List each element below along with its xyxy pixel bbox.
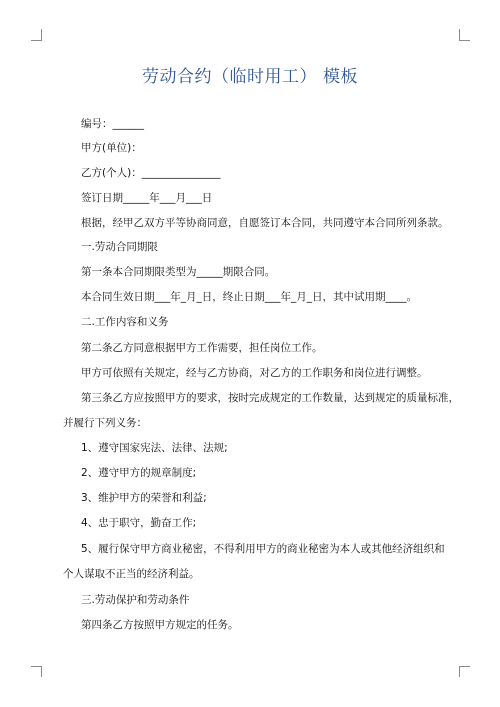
section-heading-protection: 三.劳动保护和劳动条件 [81, 594, 190, 606]
crop-mark-bottom-right-v [459, 666, 460, 677]
obligation-item-2: 2、遵守甲方的规章制度; [81, 467, 197, 479]
contract-number-line: 编号：______ [81, 118, 144, 130]
section-heading-term: 一.劳动合同期限 [81, 241, 158, 253]
obligation-item-4: 4、忠于职守，勤奋工作; [81, 517, 197, 529]
crop-mark-bottom-left-v [41, 666, 42, 677]
party-a-line: 甲方(单位)： [81, 142, 142, 154]
article-3-continuation: 并履行下列义务： [63, 417, 147, 429]
article-4-line: 第四条乙方按照甲方规定的任务。 [81, 619, 239, 631]
crop-mark-top-right-h [459, 40, 470, 41]
obligation-item-5: 5、履行保守甲方商业秘密，不得利用甲方的商业秘密为本人或其他经济组织和 [81, 543, 445, 555]
adjustment-line: 甲方可依照有关规定，经与乙方协商，对乙方的工作职务和岗位进行调整。 [81, 367, 428, 379]
obligation-item-1: 1、遵守国家宪法、法律、法规; [81, 442, 228, 454]
crop-mark-top-right-v [459, 29, 460, 40]
article-1-line: 第一条本合同期限类型为_____期限合同。 [81, 266, 276, 278]
document-title: 劳动合约（临时用工） 模板 [142, 67, 358, 87]
effective-date-line: 本合同生效日期___年_月_日，终止日期___年_月_日，其中试用期____。 [81, 291, 417, 303]
signing-date-line: 签订日期_____年___月___日 [81, 192, 213, 204]
preamble-paragraph: 根据，经甲乙双方平等协商同意，自愿签订本合同，共同遵守本合同所列条款。 [81, 217, 449, 229]
crop-mark-top-left-h [31, 40, 42, 41]
article-2-line: 第二条乙方同意根据甲方工作需要，担任岗位工作。 [81, 342, 323, 354]
obligation-item-3: 3、维护甲方的荣誉和利益; [81, 492, 207, 504]
article-3-line: 第三条乙方应按照甲方的要求，按时完成规定的工作数量，达到规定的质量标准， [81, 392, 459, 404]
party-b-line: 乙方(个人)：_______________ [81, 167, 221, 179]
crop-mark-bottom-right-h [459, 666, 470, 667]
section-heading-duties: 二.工作内容和义务 [81, 316, 169, 328]
crop-mark-top-left-v [41, 29, 42, 40]
obligation-item-5-continuation: 个人谋取不正当的经济利益。 [63, 568, 200, 580]
